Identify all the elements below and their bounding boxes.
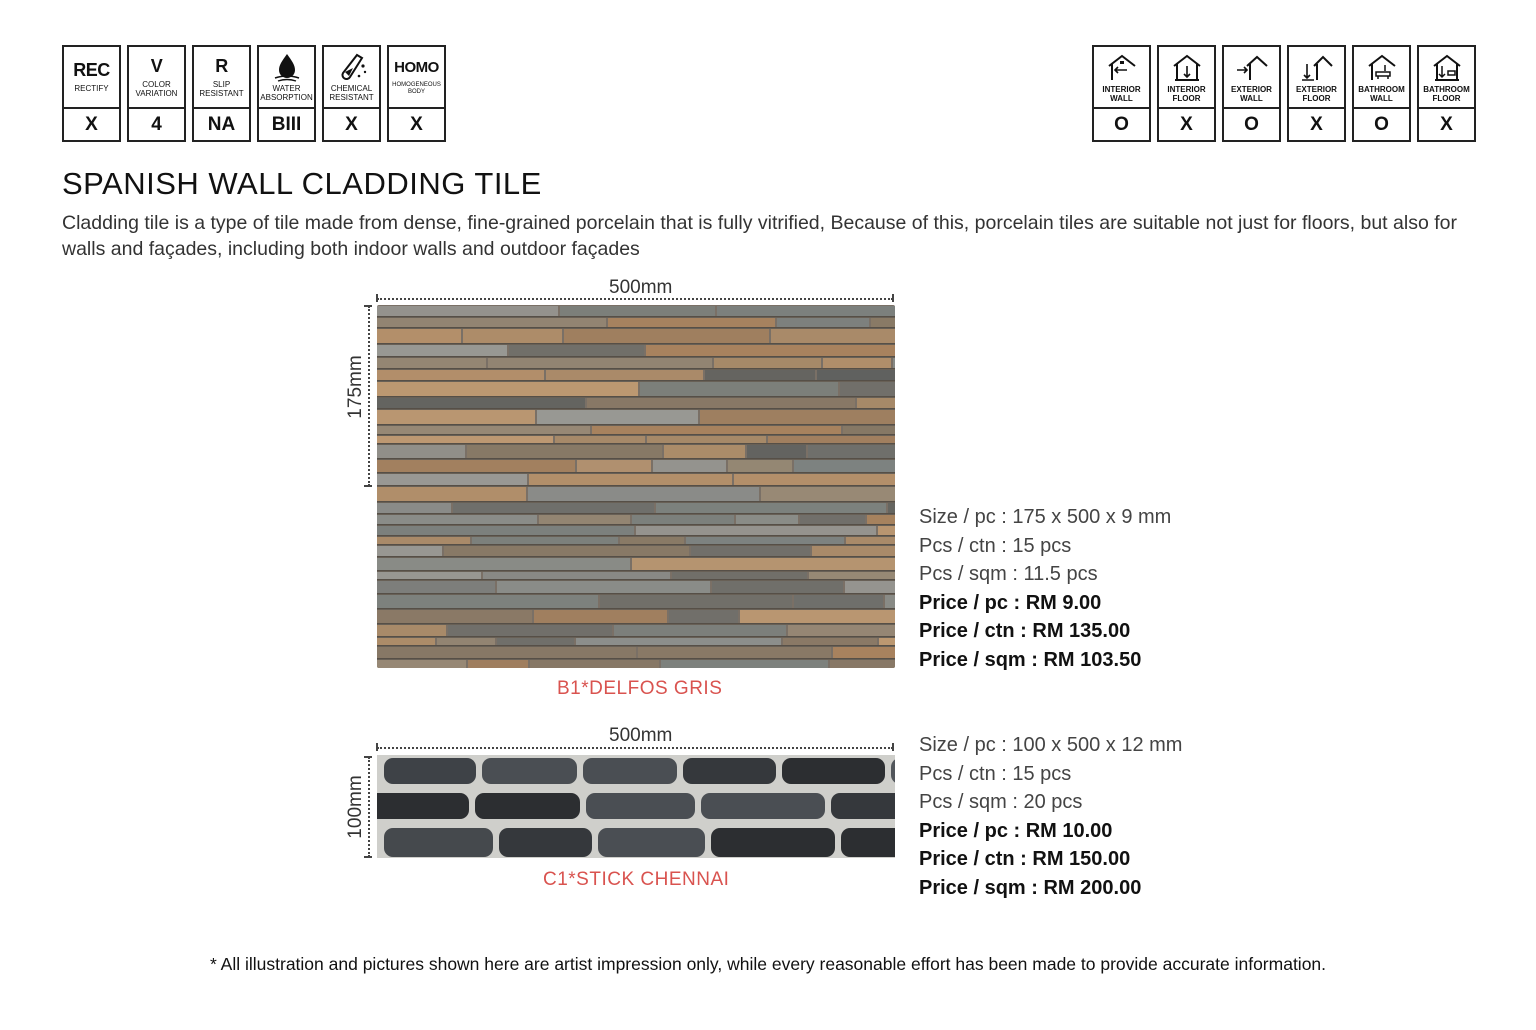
usage-bathroom-wall: [1352, 45, 1411, 142]
spec-value: 4: [151, 113, 162, 135]
usage-value: O: [1114, 113, 1129, 135]
price-per-piece: Price / pc : RM 10.00: [919, 819, 1113, 842]
spec-label: RECTIFY: [74, 84, 109, 93]
width-dimension-line: [377, 747, 893, 749]
spec-chemical-resistant: [322, 45, 381, 142]
usage-label: BATHROOM WALL: [1358, 84, 1405, 103]
usage-exterior-wall: [1222, 45, 1281, 142]
page-title: SPANISH WALL CLADDING TILE: [62, 166, 542, 201]
spec-abbr: HOMO: [394, 58, 439, 76]
usage-interior-wall: [1092, 45, 1151, 142]
spec-rectify: [62, 45, 121, 142]
spec-value: NA: [207, 113, 236, 135]
exterior-wall-icon: [1235, 52, 1269, 82]
dimension-tick: [364, 305, 372, 307]
usage-value: X: [1310, 113, 1323, 135]
pieces-per-sqm: Pcs / sqm : 20 pcs: [919, 791, 1083, 813]
spec-abbr: R: [215, 55, 228, 76]
product-info: [919, 731, 1182, 902]
usage-label: INTERIOR FLOOR: [1167, 84, 1206, 103]
exterior-floor-icon: [1300, 52, 1334, 82]
interior-floor-icon: [1170, 52, 1204, 82]
height-dimension-label: 100mm: [345, 775, 366, 839]
spec-slip-resistant: [192, 45, 251, 142]
usage-label: EXTERIOR FLOOR: [1296, 84, 1337, 103]
spec-label: WATER ABSORPTION: [260, 84, 313, 102]
spec-abbr: REC: [73, 60, 110, 80]
price-per-piece: Price / pc : RM 9.00: [919, 591, 1102, 614]
spec-label: COLOR VARIATION: [135, 79, 178, 98]
dimension-tick: [364, 756, 372, 758]
spec-color-variation: [127, 45, 186, 142]
dimension-tick: [364, 856, 372, 858]
price-per-carton: Price / ctn : RM 150.00: [919, 848, 1131, 870]
spec-homogeneous-body: [387, 45, 446, 142]
usage-bathroom-floor: [1417, 45, 1476, 142]
dimension-tick: [376, 294, 378, 302]
spec-label: CHEMICAL RESISTANT: [329, 84, 374, 102]
usage-value: O: [1374, 113, 1389, 135]
water-drop-icon: [270, 52, 304, 82]
disclaimer-footnote: * All illustration and pictures shown here are artist impression only, while every reasonable effort has been made to provide accurate information.: [209, 954, 1327, 974]
dimension-tick: [376, 743, 378, 751]
usage-table: [1092, 45, 1476, 142]
product-name: C1*STICK CHENNAI: [543, 869, 730, 890]
height-dimension-line: [368, 306, 370, 486]
usage-interior-floor: [1157, 45, 1216, 142]
usage-value: O: [1244, 113, 1259, 135]
spec-label: HOMOGENEOUS BODY: [392, 81, 441, 95]
spec-abbr: V: [150, 55, 163, 76]
price-per-sqm: Price / sqm : RM 103.50: [919, 648, 1142, 671]
spec-value: BIII: [271, 113, 302, 135]
bathroom-wall-icon: [1365, 52, 1399, 82]
flask-icon: [335, 52, 369, 82]
dimension-tick: [892, 294, 894, 302]
product-info: [919, 503, 1171, 674]
spec-value: X: [410, 113, 423, 135]
delfos-gris-tile-image: [377, 305, 895, 668]
pieces-per-sqm: Pcs / sqm : 11.5 pcs: [919, 563, 1098, 585]
dimension-tick: [364, 485, 372, 487]
size-per-piece: Size / pc : 100 x 500 x 12 mm: [919, 734, 1183, 756]
dimension-tick: [892, 743, 894, 751]
usage-label: EXTERIOR WALL: [1231, 84, 1272, 103]
pieces-per-carton: Pcs / ctn : 15 pcs: [919, 762, 1072, 785]
spec-value: X: [345, 113, 358, 135]
pieces-per-carton: Pcs / ctn : 15 pcs: [919, 534, 1072, 557]
price-per-carton: Price / ctn : RM 135.00: [919, 620, 1131, 642]
usage-value: X: [1180, 113, 1193, 135]
usage-exterior-floor: [1287, 45, 1346, 142]
spec-water-absorption: [257, 45, 316, 142]
size-per-piece: Size / pc : 175 x 500 x 9 mm: [919, 506, 1172, 528]
bathroom-floor-icon: [1430, 52, 1464, 82]
tile-properties-table: [62, 45, 446, 142]
product-name: B1*DELFOS GRIS: [557, 678, 723, 699]
usage-label: BATHROOM FLOOR: [1423, 84, 1470, 103]
height-dimension-line: [368, 757, 370, 857]
stick-chennai-tile-image: [377, 755, 895, 858]
interior-wall-icon: [1105, 52, 1139, 82]
height-dimension-label: 175mm: [345, 355, 366, 419]
width-dimension-line: [377, 298, 893, 300]
spec-label: SLIP RESISTANT: [199, 79, 244, 98]
width-dimension-label: 500mm: [609, 725, 673, 746]
price-per-sqm: Price / sqm : RM 200.00: [919, 876, 1142, 899]
usage-label: INTERIOR WALL: [1102, 84, 1141, 103]
usage-value: X: [1440, 113, 1453, 135]
product-description: Cladding tile is a type of tile made from dense, fine-grained porcelain that is fully vitrified, Because of this, porcelain tiles are suitable not just for floors, but also for walls and façades, including both indoor walls and outdoor façades: [62, 212, 1457, 260]
width-dimension-label: 500mm: [609, 277, 673, 298]
spec-value: X: [85, 113, 98, 135]
